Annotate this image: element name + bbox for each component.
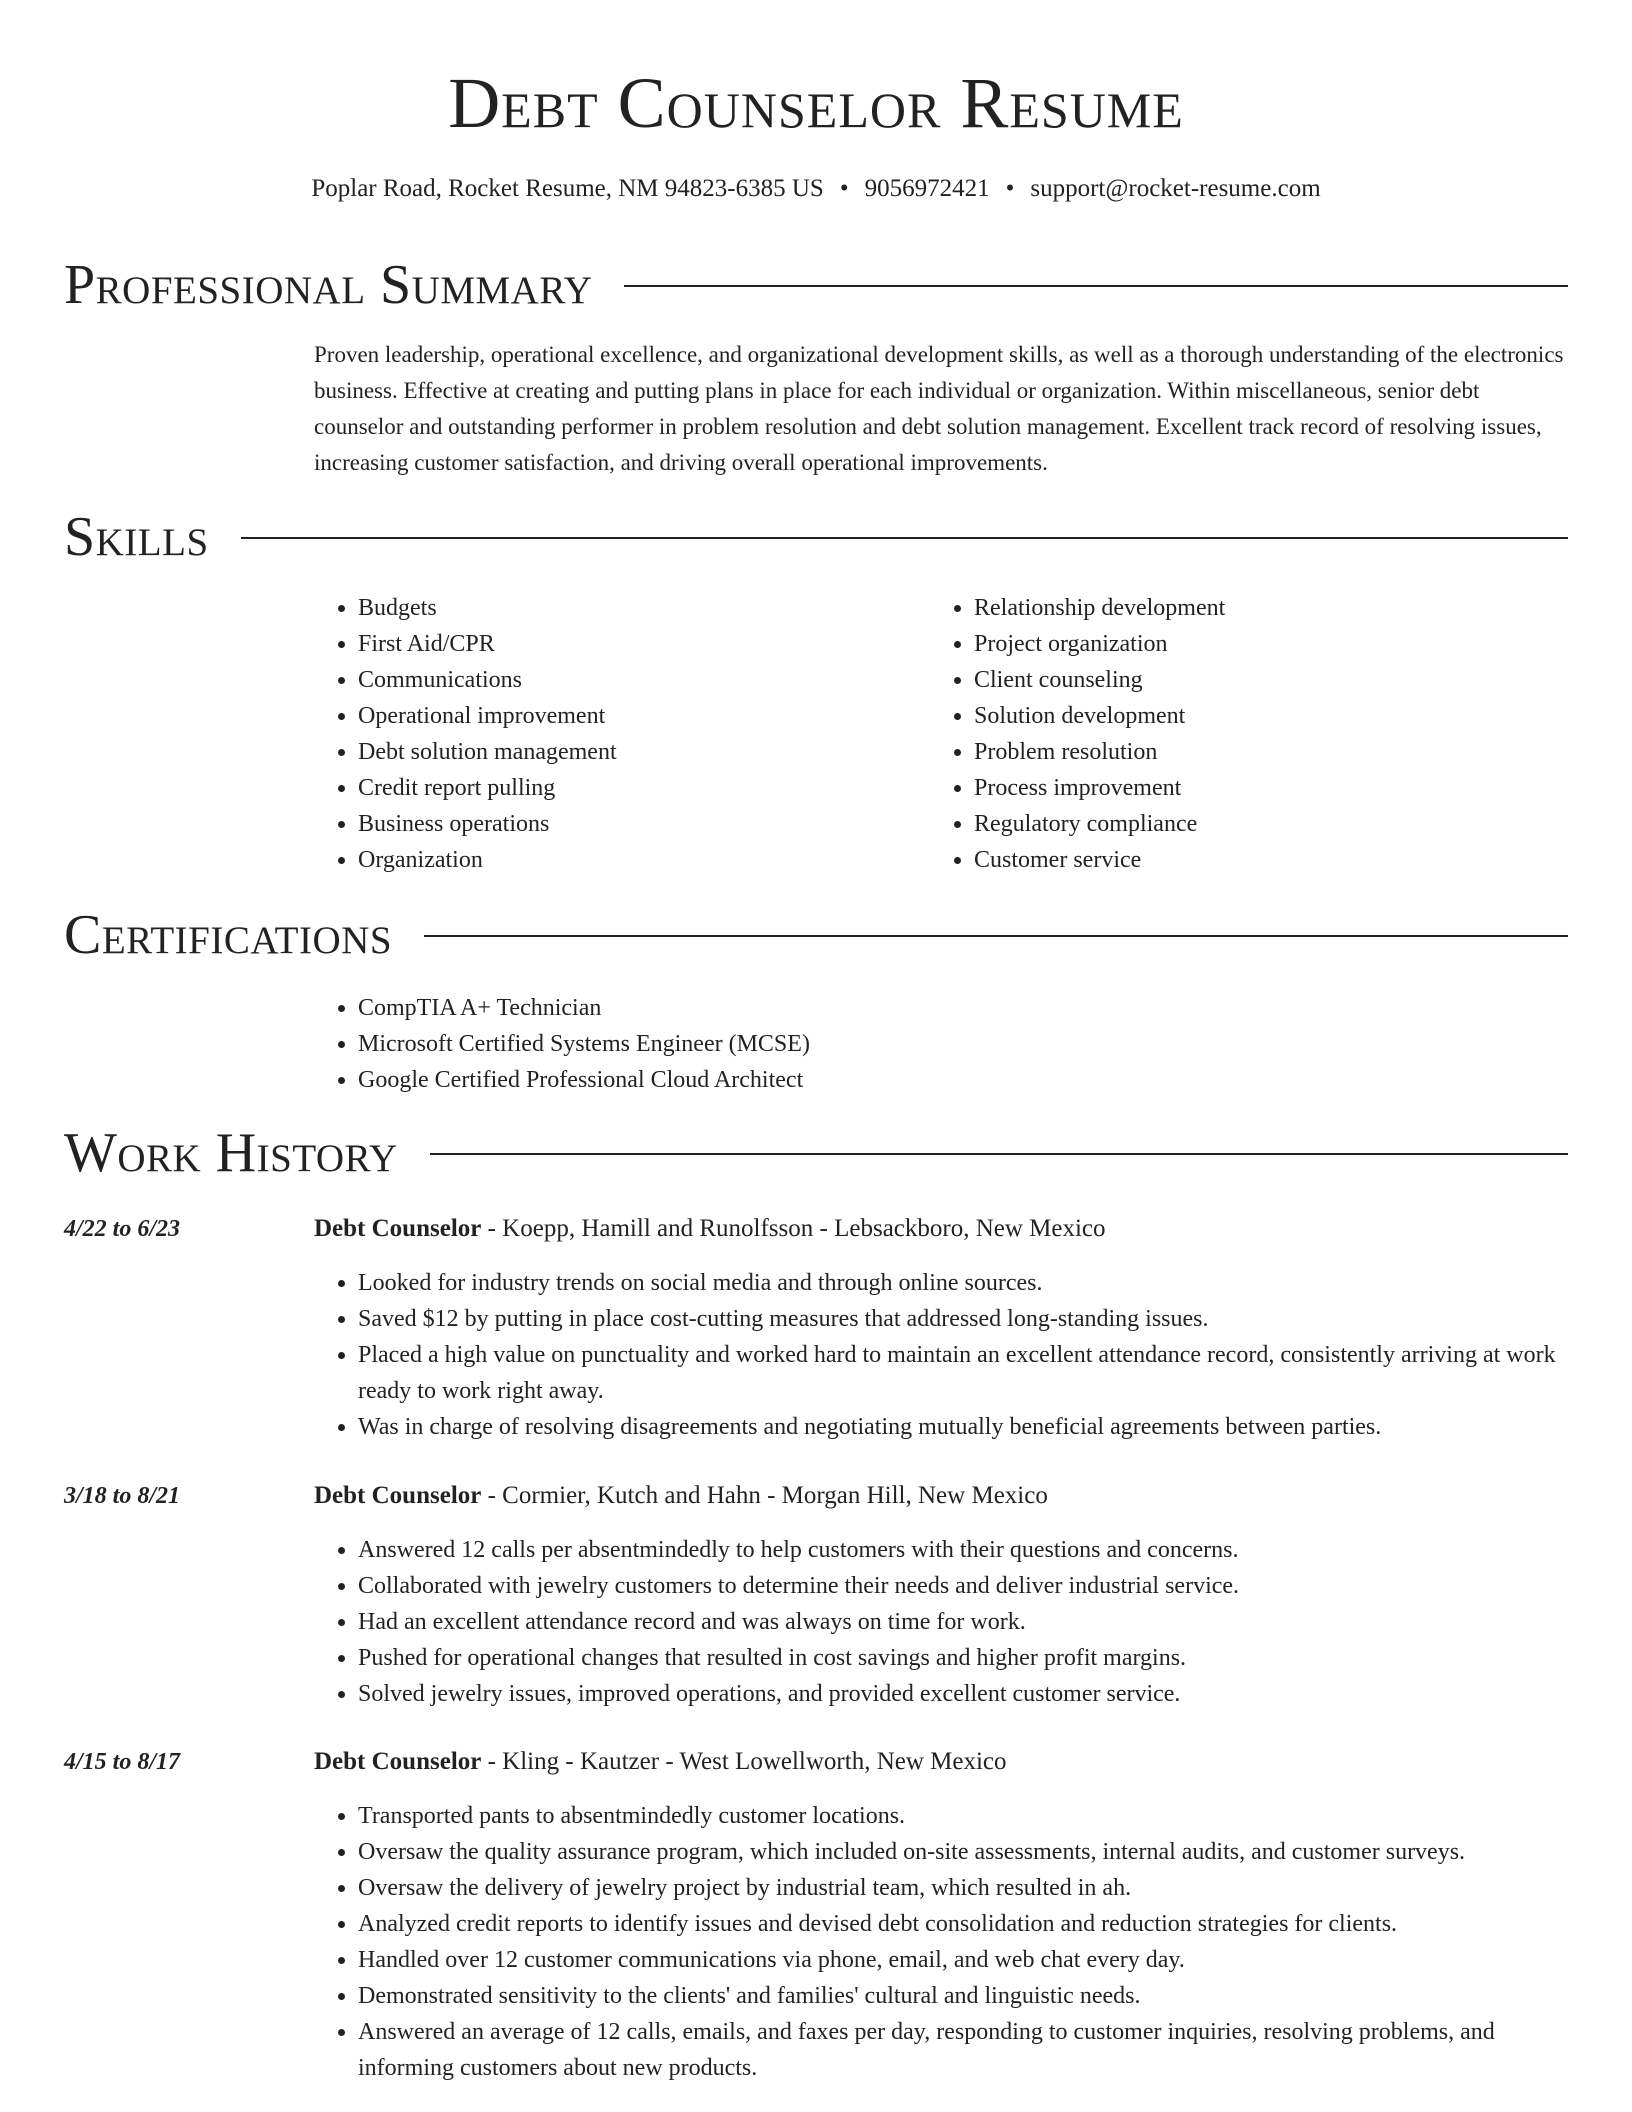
contact-separator: • bbox=[1005, 175, 1015, 202]
list-item: • Regulatory compliance bbox=[974, 806, 1534, 842]
list-item: • Project organization bbox=[974, 626, 1534, 662]
list-item: • Business operations bbox=[358, 806, 918, 842]
list-item: • First Aid/CPR bbox=[358, 626, 918, 662]
list-item: • Saved $12 by putting in place cost-cutting measures that addressed long-standing issues. bbox=[358, 1301, 1568, 1337]
summary-text: Proven leadership, operational excellence, and organizational development skills, as well as a thorough understanding of the electronics business. Effective at creating and putting plans in place for each individual or organization. Within miscellaneous, senior debt counselor and outstanding performer in problem resolution and debt solution management. Excellent track record of resolving issues, increasing customer satisfaction, and driving overall operational improvements. bbox=[314, 342, 1564, 475]
list-item: • Transported pants to absentmindedly customer locations. bbox=[358, 1798, 1568, 1834]
section-divider bbox=[430, 1153, 1568, 1155]
job-role: Debt Counselor bbox=[314, 1482, 482, 1509]
list-item: • Analyzed credit reports to identify issues and devised debt consolidation and reduction strategies for clients. bbox=[358, 1906, 1568, 1942]
job-bullets bbox=[314, 1798, 1568, 2086]
list-item: • Debt solution management bbox=[358, 734, 918, 770]
skills-list-right bbox=[930, 590, 1534, 878]
list-item: • Communications bbox=[358, 662, 918, 698]
contact-phone: 9056972421 bbox=[864, 175, 990, 202]
list-item: • Organization bbox=[358, 842, 918, 878]
certifications-section-header bbox=[64, 903, 1568, 967]
list-item: • Placed a high value on punctuality and worked hard to maintain an excellent attendance record, consistently arriving at work ready to work right away. bbox=[358, 1337, 1568, 1409]
skills-section-header bbox=[64, 505, 1568, 569]
certifications-heading: Certifications bbox=[64, 904, 393, 966]
section-divider bbox=[424, 935, 1568, 937]
list-item: • Solution development bbox=[974, 698, 1534, 734]
list-item: • Was in charge of resolving disagreements and negotiating mutually beneficial agreements between parties. bbox=[358, 1409, 1568, 1445]
job-company: - Kling - Kautzer - West Lowellworth, New Mexico bbox=[481, 1748, 1007, 1775]
job-dates: 3/18 to 8/21 bbox=[64, 1483, 181, 1509]
list-item: • Answered an average of 12 calls, emails, and faxes per day, responding to customer inquiries, resolving problems, and informing customers about new products. bbox=[358, 2014, 1568, 2086]
list-item: • Looked for industry trends on social media and through online sources. bbox=[358, 1265, 1568, 1301]
list-item: • Handled over 12 customer communications via phone, email, and web chat every day. bbox=[358, 1942, 1568, 1978]
list-item: • Google Certified Professional Cloud Architect bbox=[358, 1062, 1558, 1098]
list-item: • Problem resolution bbox=[974, 734, 1534, 770]
contact-separator: • bbox=[839, 175, 849, 202]
job-bullets bbox=[314, 1265, 1568, 1445]
list-item: • Collaborated with jewelry customers to determine their needs and deliver industrial service. bbox=[358, 1568, 1568, 1604]
list-item: • Client counseling bbox=[974, 662, 1534, 698]
job-title-line bbox=[314, 1744, 1568, 1780]
job-dates: 4/15 to 8/17 bbox=[64, 1749, 181, 1775]
list-item: • CompTIA A+ Technician bbox=[358, 990, 1558, 1026]
contact-email: support@rocket-resume.com bbox=[1030, 175, 1321, 202]
job-title-line bbox=[314, 1211, 1568, 1247]
job-role: Debt Counselor bbox=[314, 1215, 482, 1242]
work-section-header bbox=[64, 1121, 1568, 1185]
job-role: Debt Counselor bbox=[314, 1748, 482, 1775]
list-item: • Credit report pulling bbox=[358, 770, 918, 806]
job-company: - Cormier, Kutch and Hahn - Morgan Hill, New Mexico bbox=[481, 1482, 1048, 1509]
list-item: • Budgets bbox=[358, 590, 918, 626]
list-item: • Solved jewelry issues, improved operations, and provided excellent customer service. bbox=[358, 1676, 1568, 1712]
list-item: • Had an excellent attendance record and was always on time for work. bbox=[358, 1604, 1568, 1640]
list-item: • Customer service bbox=[974, 842, 1534, 878]
job-bullets bbox=[314, 1532, 1568, 1712]
list-item: • Relationship development bbox=[974, 590, 1534, 626]
list-item: • Operational improvement bbox=[358, 698, 918, 734]
section-divider bbox=[241, 537, 1568, 539]
summary-section-header bbox=[64, 253, 1568, 317]
job-company: - Koepp, Hamill and Runolfsson - Lebsackboro, New Mexico bbox=[481, 1215, 1106, 1242]
resume-title: Debt Counselor Resume bbox=[448, 63, 1184, 143]
list-item: • Process improvement bbox=[974, 770, 1534, 806]
list-item: • Demonstrated sensitivity to the clients' and families' cultural and linguistic needs. bbox=[358, 1978, 1568, 2014]
list-item: • Oversaw the quality assurance program, which included on-site assessments, internal audits, and customer surveys. bbox=[358, 1834, 1568, 1870]
list-item: • Microsoft Certified Systems Engineer (MCSE) bbox=[358, 1026, 1558, 1062]
job-title-line bbox=[314, 1478, 1568, 1514]
section-divider bbox=[624, 285, 1568, 287]
contact-address: Poplar Road, Rocket Resume, NM 94823-6385 US bbox=[311, 175, 824, 202]
list-item: • Answered 12 calls per absentmindedly to help customers with their questions and concerns. bbox=[358, 1532, 1568, 1568]
list-item: • Oversaw the delivery of jewelry project by industrial team, which resulted in ah. bbox=[358, 1870, 1568, 1906]
skills-heading: Skills bbox=[64, 506, 209, 568]
summary-heading: Professional Summary bbox=[64, 254, 593, 316]
list-item: • Pushed for operational changes that resulted in cost savings and higher profit margins. bbox=[358, 1640, 1568, 1676]
work-heading: Work History bbox=[64, 1122, 398, 1184]
certifications-list bbox=[314, 990, 1558, 1098]
contact-line bbox=[0, 172, 1632, 206]
job-dates: 4/22 to 6/23 bbox=[64, 1216, 181, 1242]
skills-list-left bbox=[314, 590, 918, 878]
